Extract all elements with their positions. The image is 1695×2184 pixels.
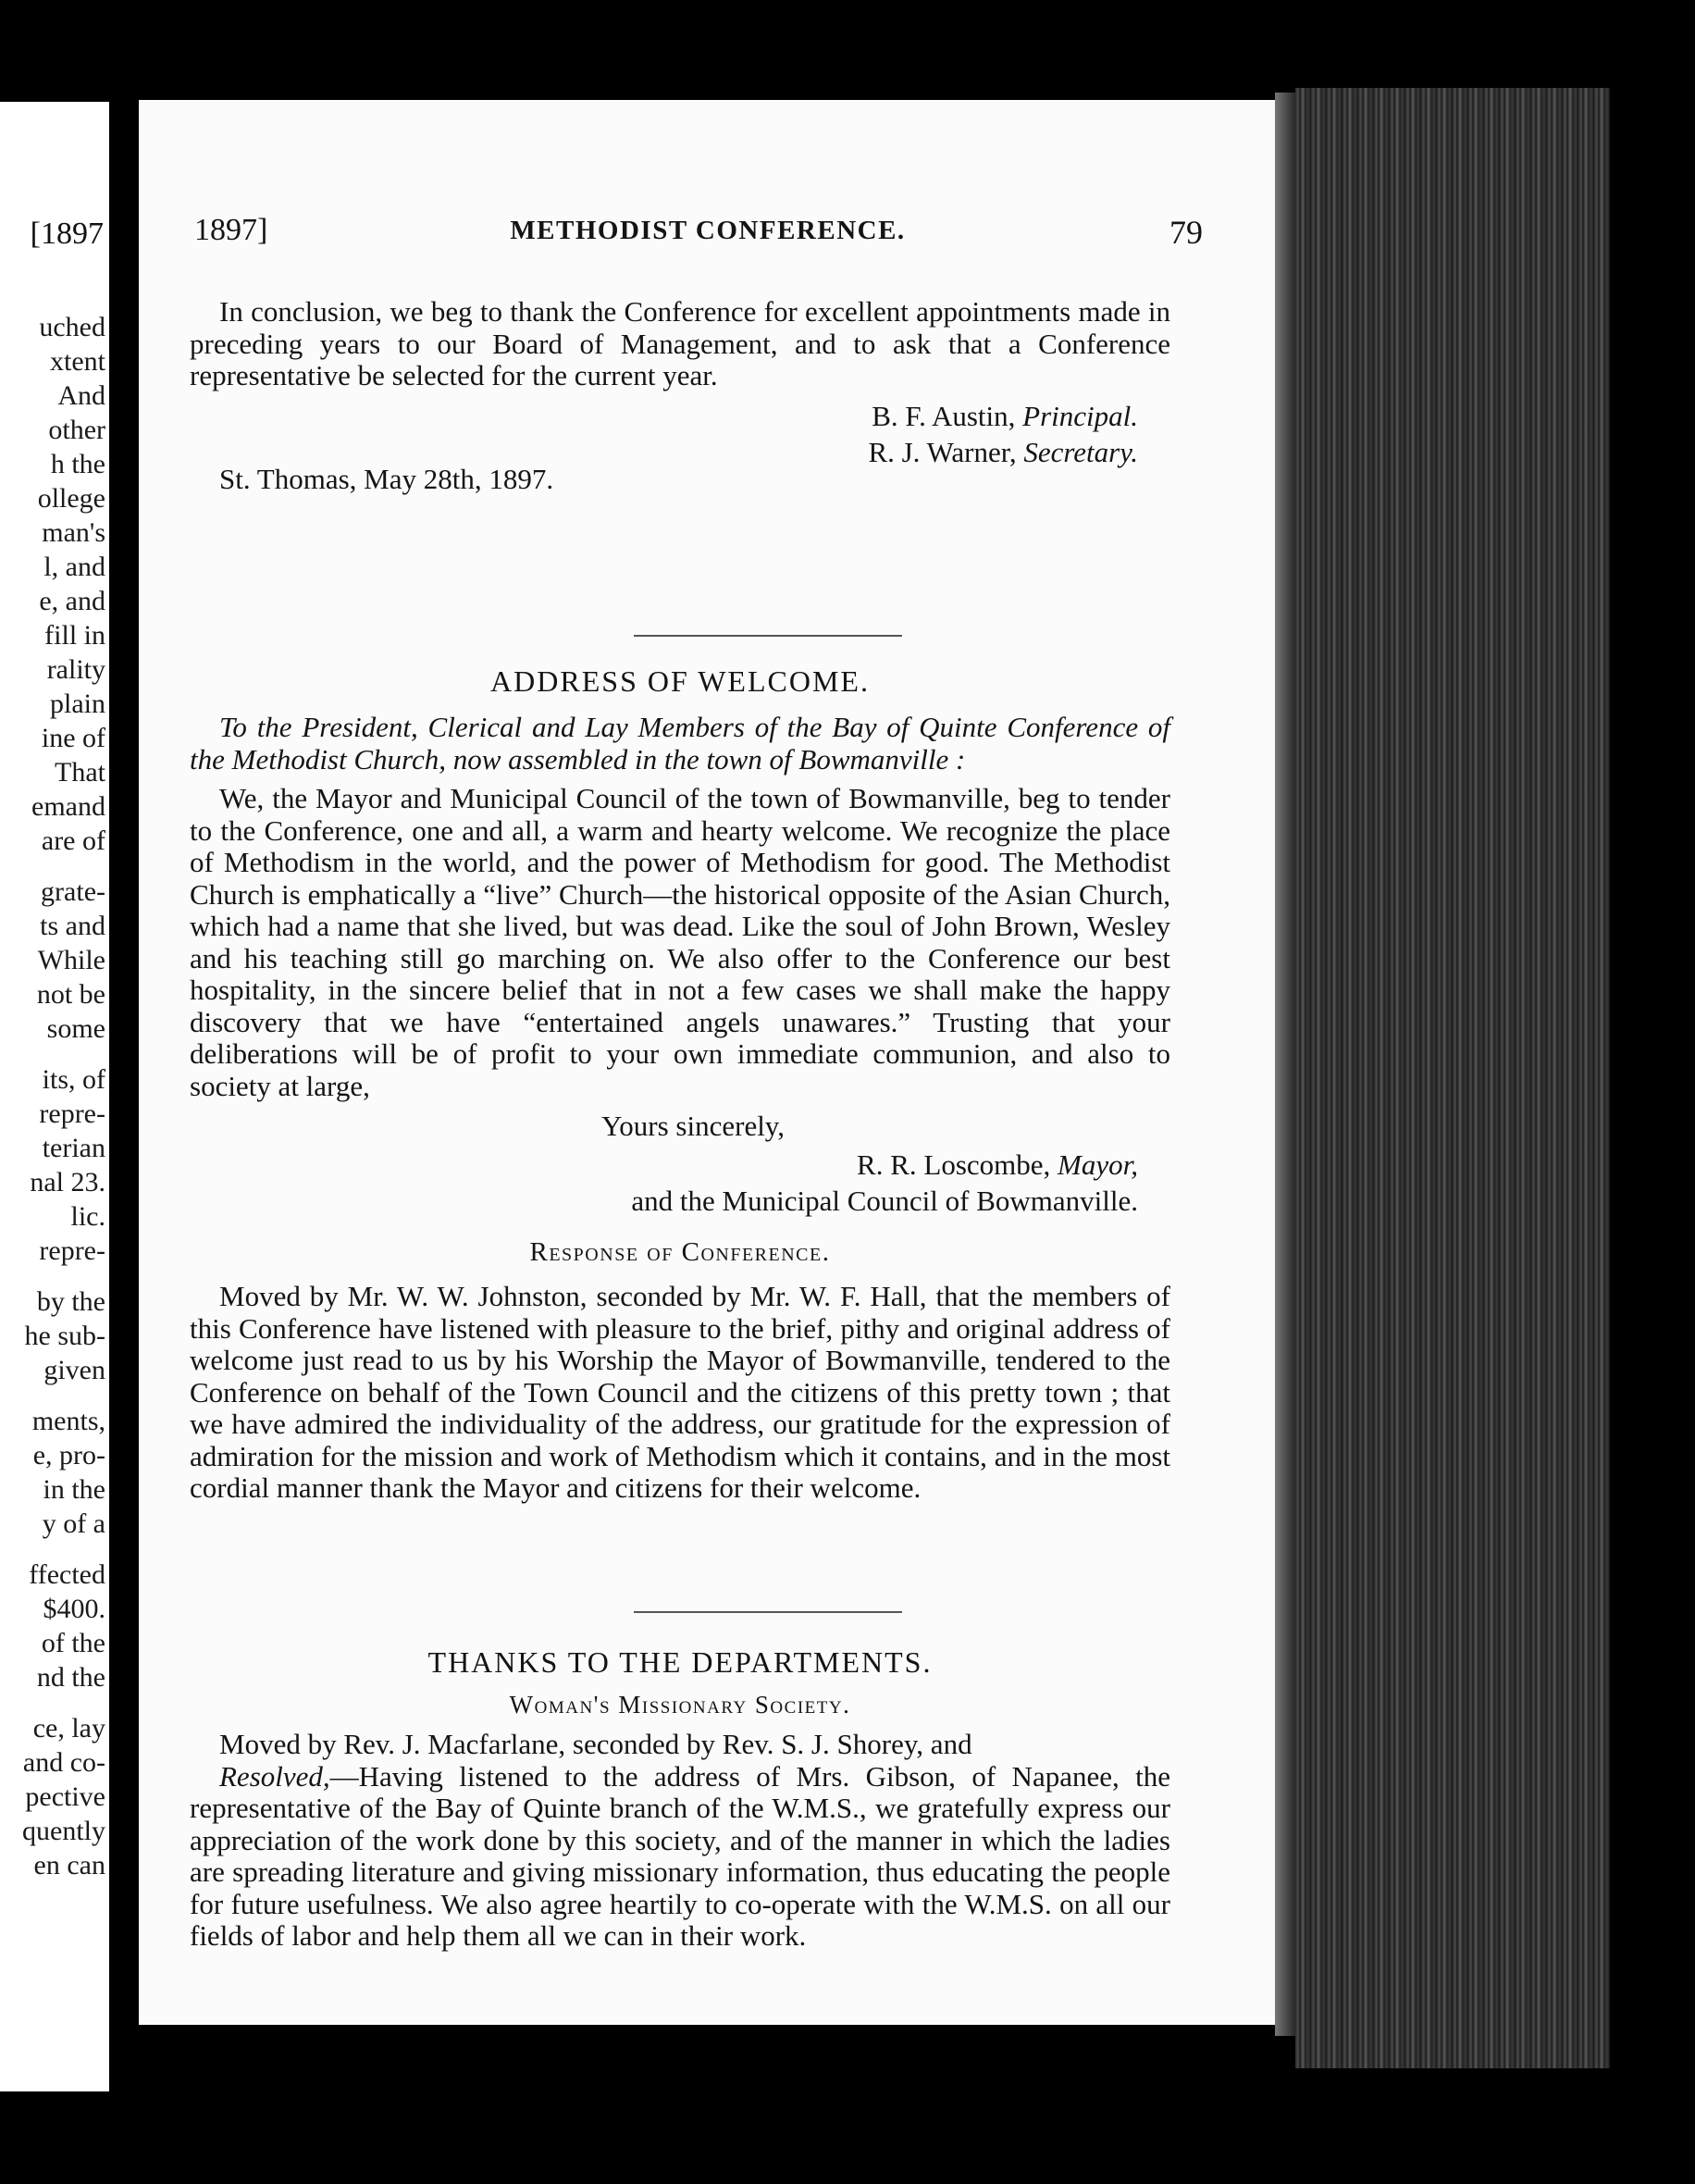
left-page-line: ffected (29, 1559, 105, 1590)
left-page-line: of the (41, 1628, 105, 1658)
running-header (194, 213, 1221, 257)
left-page-line: h the (50, 449, 105, 479)
signature-principal (190, 398, 1138, 434)
left-page-line: $400. (43, 1594, 105, 1624)
left-page-line: And (57, 380, 105, 411)
left-page-line (0, 858, 105, 875)
left-page-line: ollege (37, 483, 105, 514)
left-page-line: That (55, 757, 105, 788)
left-page-line: ine of (41, 723, 105, 753)
thanks-title: THANKS TO THE DEPARTMENTS. (427, 1645, 933, 1679)
left-page-line: other (48, 415, 105, 445)
conclusion-paragraph: In conclusion, we beg to thank the Conference for excellent appointments made in preceding years to our Board of Management, and to ask that a Conference representative be selected for the current year. (190, 295, 1170, 391)
signature-principal-name: B. F. Austin, (872, 399, 1016, 432)
left-page-line: l, and (43, 552, 105, 582)
left-page-line (0, 1268, 105, 1284)
conclusion-signatures (190, 398, 1170, 470)
response-title: Response of Conference. (529, 1237, 831, 1267)
page-gutter-shadow (1275, 93, 1297, 2036)
left-page-line: by the (36, 1286, 105, 1317)
left-page-line: fill in (44, 620, 105, 651)
mayor-signature (190, 1147, 1170, 1183)
left-page-line: uched (39, 312, 105, 342)
left-page-line (0, 1046, 105, 1062)
signature-secretary-role: Secretary. (1023, 435, 1138, 468)
signature-principal-role: Principal. (1022, 399, 1138, 432)
left-page-header: [1897 (30, 217, 104, 251)
left-page-line: ce, lay (32, 1713, 105, 1743)
left-page-line (0, 1694, 105, 1711)
left-page-line: quently (22, 1816, 105, 1846)
left-page-line: en can (33, 1850, 105, 1880)
left-page-line: y of a (42, 1508, 105, 1539)
left-page-line: plain (50, 689, 105, 719)
mayor-name: R. R. Loscombe, (857, 1148, 1051, 1181)
resolved-label: Resolved, (219, 1759, 330, 1793)
left-page-line: in the (43, 1474, 105, 1505)
resolved-text: —Having listened to the address of Mrs. Gibson, of Napanee, the representative of the Bay of Quinte branch of the W.M.S., we gratefully express our appreciation of the work done by this society, and of the manner in which the ladies are spreading literature and giving missionary information, thus educating the people for future usefulness. We also agree heartily to co-operate with the W.M.S. on all our fields of labor and help them all we can in their work. (190, 1759, 1170, 1952)
divider-rule (634, 635, 902, 637)
welcome-salutation: To the President, Clerical and Lay Members of the Bay of Quinte Conference of the Methodist Church, now assembled in the town of Bowmanville : (190, 711, 1170, 776)
welcome-body: We, the Mayor and Municipal Council of the town of Bowmanville, beg to tender to the Conference, one and all, a warm and hearty welcome. We recognize the place of Methodism in the world, and the power of Methodism for good. The Methodist Church is emphatically a “live” Church—the historical opposite of the Asian Church, which had a name that she lived, but was dead. Like the soul of John Brown, Wesley and his teaching still go marching on. We also offer to the Conference our best hospitality, in the sincere belief that in not a few cases we shall make the happy discovery that we have “entertained angels unawares.” Trusting that your deliberations will be of profit to your own immediate communion, and also to society at large, (190, 782, 1170, 1102)
book-page-edges (1295, 88, 1610, 2068)
thanks-subtitle: Woman's Missionary Society. (509, 1691, 851, 1719)
left-facing-page (0, 102, 109, 2091)
header-title: METHODIST CONFERENCE. (510, 216, 906, 245)
left-page-line: are of (41, 825, 105, 856)
left-page-line: e, pro- (32, 1440, 105, 1470)
left-page-line (0, 1541, 105, 1557)
divider-rule-2 (634, 1611, 902, 1613)
left-page-line: terian (42, 1133, 105, 1163)
left-page-line: and co- (22, 1747, 105, 1778)
left-page-line: nd the (36, 1662, 105, 1693)
response-body: Moved by Mr. W. W. Johnston, seconded by Mr. W. F. Hall, that the members of this Conference have listened with pleasure to the brief, pithy and original address of welcome just read to us by his Worship the Mayor of Bowmanville, tendered to the Conference on behalf of the Town Council and the citizens of this pretty town ; that we have admired the individuality of the address, our gratitude for the expression of admiration for the mission and work of Methodism which it contains, and in the most cordial manner thank the Mayor and citizens for their welcome. (190, 1280, 1170, 1504)
left-page-line: xtent (50, 346, 105, 377)
left-page-line: he sub- (24, 1321, 105, 1351)
left-page-line: given (43, 1355, 105, 1385)
left-page-line: rality (46, 654, 105, 685)
welcome-closing: Yours sincerely, (601, 1110, 786, 1142)
thanks-resolution (190, 1761, 1170, 1953)
mayor-role: Mayor, (1058, 1148, 1138, 1181)
left-page-line: While (37, 945, 105, 975)
left-page-line: man's (42, 517, 105, 548)
left-page-line: its, of (42, 1064, 105, 1095)
welcome-title: ADDRESS OF WELCOME. (490, 664, 870, 698)
header-year: 1897] (194, 213, 268, 247)
left-page-line: grate- (41, 876, 105, 907)
page-number: 79 (1169, 214, 1203, 251)
left-page-line (0, 1387, 105, 1404)
left-page-line: repre- (39, 1098, 105, 1129)
left-page-line: some (46, 1013, 105, 1044)
left-page-text (0, 310, 105, 1882)
left-page-line: repre- (39, 1235, 105, 1266)
left-page-line: lic. (70, 1201, 105, 1232)
council-signature: and the Municipal Council of Bowmanville. (631, 1185, 1138, 1217)
left-page-line: emand (31, 791, 105, 822)
thanks-section (190, 1645, 1170, 1953)
address-of-welcome-section (190, 664, 1170, 1505)
main-page (139, 100, 1275, 2025)
signature-secretary-name: R. J. Warner, (868, 435, 1017, 468)
left-page-line: ments, (31, 1406, 105, 1436)
left-page-line: ts and (40, 911, 105, 941)
left-page-line: e, and (39, 586, 105, 616)
place-date: St. Thomas, May 28th, 1897. (219, 462, 554, 495)
thanks-moved: Moved by Rev. J. Macfarlane, seconded by Rev. S. J. Shorey, and (219, 1728, 972, 1760)
left-page-line: nal 23. (30, 1167, 105, 1197)
conclusion-section (190, 296, 1170, 496)
left-page-line: not be (36, 979, 105, 1010)
left-page-line: pective (25, 1781, 105, 1812)
